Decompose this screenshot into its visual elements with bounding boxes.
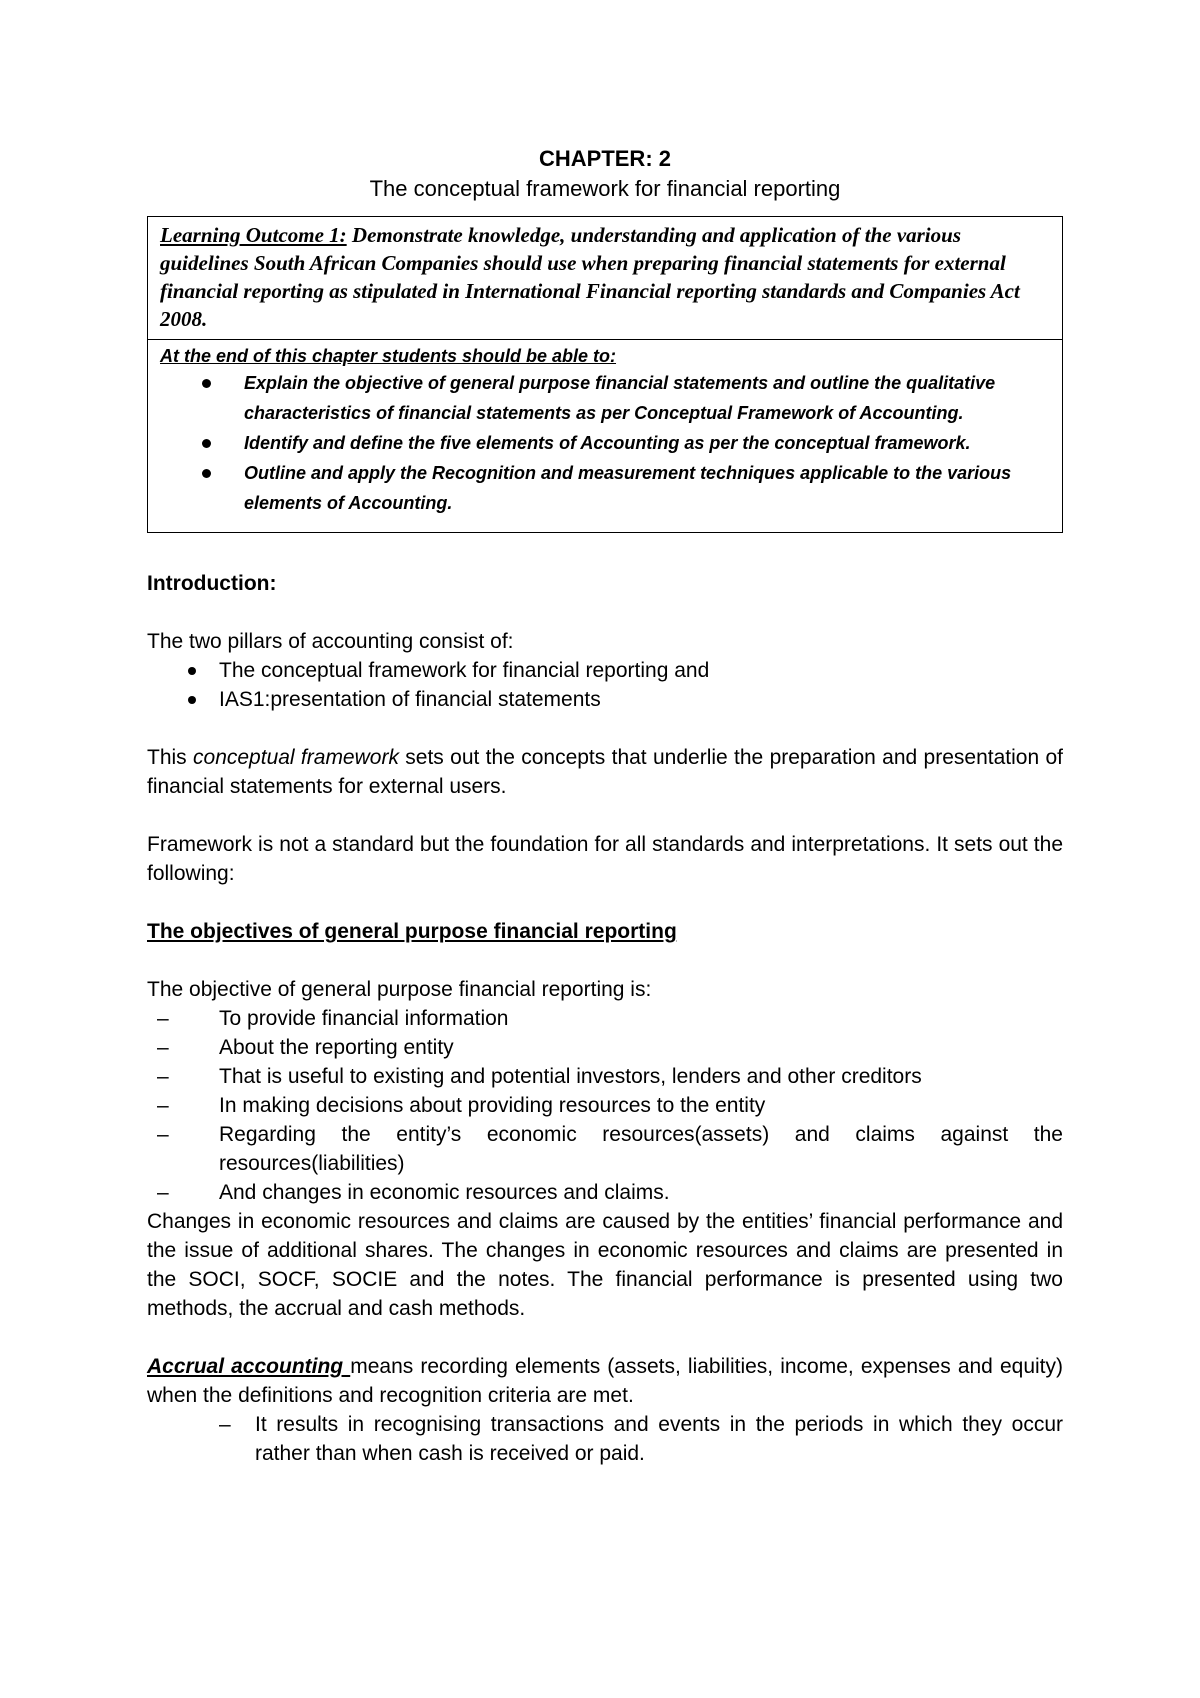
pillars-list [147,656,1063,714]
learning-outcome-text: Demonstrate knowledge, understanding and application of the various guidelines South African Companies should use when preparing financial statements for external financial reporting as stipulated in International Financial reporting standards and Companies Act 2008. [160,223,1020,331]
paragraph-text: means recording elements (assets, liabilities, income, expenses and equity) when the definitions and recognition criteria are met. [147,1355,1063,1407]
dash-icon: – [157,1065,169,1088]
objectives-dash-list [147,1004,1063,1207]
list-item-text: Regarding the entity’s economic resources(assets) and claims against the resources(liabilities) [219,1123,1063,1175]
list-item [160,428,1050,458]
objectives-intro: The objective of general purpose financial reporting is: [147,978,652,1001]
list-item [160,368,1050,428]
pillars-intro: The two pillars of accounting consist of: [147,630,514,653]
list-item [147,1033,1063,1062]
dash-icon: – [219,1413,231,1436]
spacer [147,714,1063,743]
list-item-text: The conceptual framework for financial reporting and [219,659,710,682]
list-item [147,1091,1063,1120]
spacer [147,888,1063,917]
accrual-term: Accrual accounting [147,1355,351,1378]
introduction-heading: Introduction: [147,572,277,595]
objectives-lead: At the end of this chapter students should be able to: [160,346,617,366]
bullet-icon [202,469,211,478]
chapter-number: CHAPTER: 2 [538,146,671,171]
bullet-icon [202,439,211,448]
framework-note: Framework is not a standard but the foundation for all standards and interpretations. It sets out the following: [147,833,1063,885]
list-item [147,1004,1063,1033]
paragraph-text: This [147,746,194,769]
list-item-text: Explain the objective of general purpose financial statements and outline the qualitative characteristics of financial statements as per Conceptual Framework of Accounting. [244,373,996,423]
list-item [147,685,1063,714]
objectives-heading: The objectives of general purpose financial reporting [147,920,677,943]
dash-icon: – [157,1181,169,1204]
learning-outcome-label: Learning Outcome 1: [160,223,347,247]
bullet-icon [202,379,211,388]
bullet-icon [188,667,196,675]
list-item [147,1410,1063,1468]
list-item [147,1178,1063,1207]
dash-icon: – [157,1094,169,1117]
paragraph-text: sets out the concepts that underlie the preparation and presentation of financial statements for external users. [147,746,1063,798]
list-item-text: That is useful to existing and potential investors, lenders and other creditors [219,1065,922,1088]
dash-icon: – [157,1123,169,1146]
spacer [147,946,1063,975]
page-content [147,144,1063,1468]
list-item-text: To provide financial information [219,1007,509,1030]
objectives-list [160,368,1050,518]
list-item [147,1062,1063,1091]
dash-icon: – [157,1007,169,1030]
list-item [147,1120,1063,1178]
accrual-dash-list [147,1410,1063,1468]
learning-outcome-objectives [148,340,1062,532]
emphasis-text: conceptual framework [193,746,399,769]
spacer [147,598,1063,627]
dash-icon: – [157,1036,169,1059]
changes-paragraph: Changes in economic resources and claims are caused by the entities’ financial performance and the issue of additional shares. The changes in economic resources and claims are presented in the SOCI, SOCF, SOCIE and the notes. The financial performance is presented using two methods, the accrual and cash methods. [147,1210,1063,1320]
list-item-text: Identify and define the five elements of Accounting as per the conceptual framework. [244,433,971,453]
chapter-title: The conceptual framework for financial reporting [369,176,841,201]
accrual-paragraph [147,1352,1063,1410]
list-item-text: IAS1:presentation of financial statements [219,688,601,711]
list-item-text: Outline and apply the Recognition and measurement techniques applicable to the various elements of Accounting. [244,463,1012,513]
spacer [147,801,1063,830]
list-item-text: It results in recognising transactions and events in the periods in which they occur rather than when cash is received or paid. [255,1413,1063,1465]
list-item-text: And changes in economic resources and claims. [219,1181,670,1204]
spacer [147,1323,1063,1352]
list-item-text: In making decisions about providing resources to the entity [219,1094,766,1117]
learning-outcome-box [147,216,1063,533]
learning-outcome-statement [148,217,1062,340]
list-item-text: About the reporting entity [219,1036,454,1059]
framework-paragraph [147,743,1063,801]
list-item [160,458,1050,518]
bullet-icon [188,696,196,704]
list-item [147,656,1063,685]
